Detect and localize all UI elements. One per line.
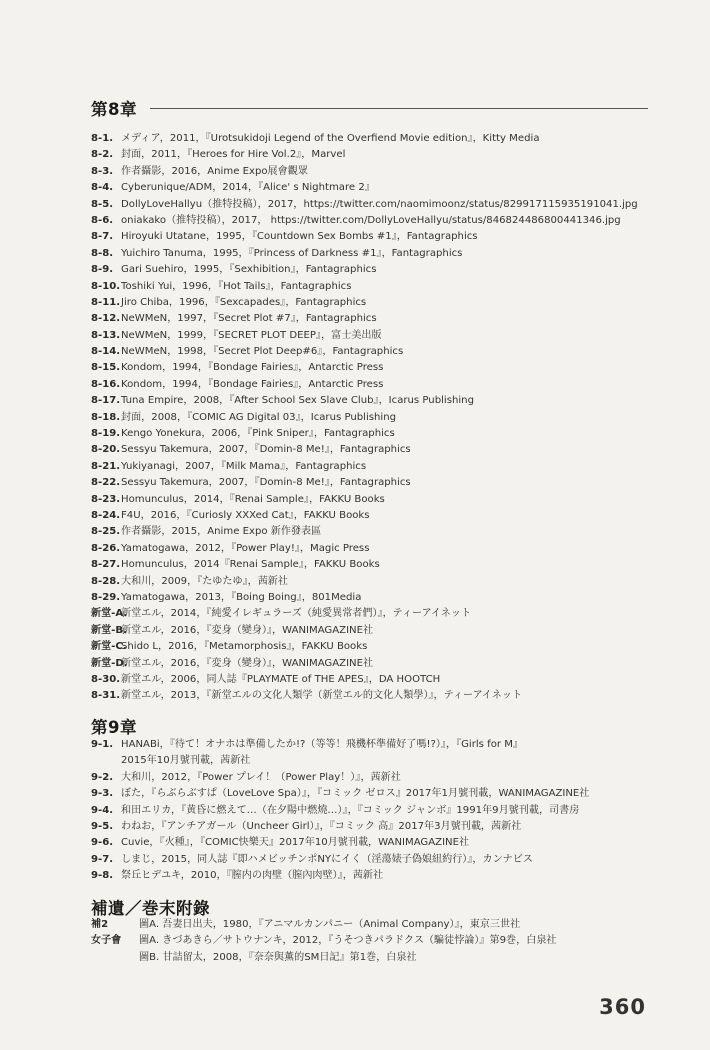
list-item <box>91 656 691 672</box>
entry-text: NeWMeN，1998，『Secret Plot Deep#6』，Fantagraphics <box>121 346 404 358</box>
list-item <box>91 688 691 704</box>
list-item <box>91 950 691 966</box>
entry-text: Tuna Empire，2008，『After School Sex Slave Club』，Icarus Publishing <box>121 395 474 407</box>
list-item <box>91 770 691 786</box>
entry-number: 8-21. <box>91 460 121 472</box>
entry-number: 9-4. <box>91 804 114 816</box>
entry-text: Shido L，2016，『Metamorphosis』，FAKKU Books <box>121 641 368 653</box>
chapter-8-rule <box>150 108 648 109</box>
list-item <box>91 672 691 688</box>
entry-text: 作者攝影，2015，Anime Expo 新作發表區 <box>121 526 322 538</box>
entry-number: 8-23. <box>91 493 121 505</box>
entry-number: 8-24. <box>91 509 121 521</box>
list-item <box>91 475 691 491</box>
list-item <box>91 459 691 475</box>
entry-text: 新堂エル，2006，同人誌『PLAYMATE of THE APES』，DA HOOTCH <box>121 673 441 685</box>
entry-number: 新堂-A. <box>91 608 128 620</box>
entry-text: 封面，2008，『COMIC AG Digital 03』，Icarus Publishing <box>121 411 397 423</box>
entry-number: 8-11. <box>91 296 121 308</box>
entry-text: メディア，2011，『Urotsukidoji Legend of the Overfiend Movie edition』，Kitty Media <box>121 133 540 144</box>
entry-number: 8-31. <box>91 690 121 702</box>
entry-text: NeWMeN，1999，『SECRET PLOT DEEP』，富士美出版 <box>121 329 382 341</box>
entry-text: Homunculus，2014『Renai Sample』，FAKKU Books <box>121 559 380 571</box>
entry-text: F4U，2016，『Curiosly XXXed Cat』，FAKKU Books <box>121 509 370 521</box>
entry-number: 9-2. <box>91 771 114 783</box>
entry-text: Yuichiro Tanuma，1995，『Princess of Darkness #1』，Fantagraphics <box>121 247 463 259</box>
list-item <box>91 492 691 508</box>
list-item <box>91 819 691 835</box>
entry-text: Yamatogawa，2013，『Boing Boing』，801Media <box>121 591 362 603</box>
entry-text: Sessyu Takemura，2007，『Domin-8 Me!』，Fantagraphics <box>121 477 411 489</box>
entry-number: 新堂-B. <box>91 624 127 636</box>
list-item <box>91 393 691 409</box>
list-item <box>91 574 691 590</box>
entry-number: 9-5. <box>91 820 114 832</box>
entry-number: 8-15. <box>91 362 121 374</box>
chapter-8-list <box>91 131 691 705</box>
list-item <box>91 557 691 573</box>
entry-number: 補2 <box>91 919 109 930</box>
chapter-9-heading: 第9章 <box>91 718 137 737</box>
list-item <box>91 279 691 295</box>
entry-number: 8-1. <box>91 133 114 144</box>
list-item <box>91 229 691 245</box>
list-item <box>91 786 691 802</box>
entry-text: Kengo Yonekura，2006，『Pink Sniper』，Fantagraphics <box>121 428 395 440</box>
appendix-list <box>91 917 691 966</box>
entry-text: ぼた，『らぶらぶすぱ（LoveLove Spa）』，『コミック ゼロス』2017年1月號刊載，WANIMAGAZINE社 <box>121 788 590 800</box>
entry-text: 祭丘ヒデユキ，2010，『膣内の肉壁（膣內肉壁）』，茜新社 <box>121 870 384 882</box>
entry-text: 圖A. 吾妻日出夫，1980，『アニマルカンパニー（Animal Company）』，東京三世社 <box>139 919 521 930</box>
list-item <box>91 917 691 933</box>
chapter-9-list <box>91 737 691 885</box>
entry-number: 8-30. <box>91 673 121 685</box>
entry-text: Toshiki Yui，1996，『Hot Tails』，Fantagraphics <box>121 280 352 292</box>
entry-number: 8-26. <box>91 542 121 554</box>
entry-number: 女子會 <box>91 935 122 947</box>
entry-number: 9-6. <box>91 837 114 849</box>
entry-text: わねお，『アンチアガール（Uncheer Girl）』，『コミック 高』2017年3月號刊載，茜新社 <box>121 820 522 832</box>
entry-text: しまじ，2015，同人誌『即ハメビッチンポNYにイく（淫蕩婊子偽娘紐約行）』，カンナビス <box>121 853 533 865</box>
entry-number: 8-17. <box>91 395 121 407</box>
entry-text: Kondom，1994，『Bondage Fairies』，Antarctic Press <box>121 362 384 374</box>
entry-number: 8-12. <box>91 313 121 325</box>
entry-number: 8-10. <box>91 280 121 292</box>
list-item <box>91 262 691 278</box>
entry-number: 新堂-C. <box>91 641 127 653</box>
list-item <box>91 328 691 344</box>
list-item <box>91 377 691 393</box>
entry-number: 8-27. <box>91 559 121 571</box>
entry-text: 封面，2011，『Heroes for Hire Vol.2』，Marvel <box>121 149 346 161</box>
entry-number: 8-9. <box>91 264 114 276</box>
entry-text: 大和川，2009，『たゆたゆ』，茜新社 <box>121 575 288 587</box>
list-item <box>91 835 691 851</box>
list-item <box>91 213 691 229</box>
appendix-heading: 補遺／巻末附錄 <box>91 899 210 918</box>
entry-text: Homunculus，2014，『Renai Sample』，FAKKU Books <box>121 493 385 505</box>
entry-number: 8-14. <box>91 346 121 358</box>
entry-text: oniakako（推特投稿），2017， https://twitter.com/DollyLoveHallyu/status/846824486800441346.jpg <box>121 214 621 226</box>
list-item <box>91 147 691 163</box>
list-item <box>91 410 691 426</box>
entry-text: 新堂エル，2014，『純愛イレギュラーズ（純愛異常者們）』，ティーアイネット <box>121 608 472 620</box>
list-item <box>91 606 691 622</box>
list-item <box>91 360 691 376</box>
list-item <box>91 131 691 147</box>
entry-number: 9-3. <box>91 788 114 800</box>
list-item <box>91 639 691 655</box>
entry-text: NeWMeN，1997，『Secret Plot #7』，Fantagraphics <box>121 313 377 325</box>
entry-text: Hiroyuki Utatane，1995，『Countdown Sex Bombs #1』，Fantagraphics <box>121 231 478 243</box>
entry-number: 8-4. <box>91 182 114 194</box>
entry-number: 8-29. <box>91 591 121 603</box>
list-item <box>91 803 691 819</box>
entry-number: 8-6. <box>91 214 114 226</box>
entry-number: 8-5. <box>91 198 114 210</box>
list-item <box>91 344 691 360</box>
entry-number: 8-19. <box>91 428 121 440</box>
list-item <box>91 623 691 639</box>
entry-text: 新堂エル，2013，『新堂エルの文化人類学（新堂エル的文化人類學）』，ティーアイネット <box>121 690 523 702</box>
entry-text: 圖A. きづあきら／サトウナンキ，2012，『うそつきパラドクス（騙徒悖論）』第9巻，白泉社 <box>139 935 557 947</box>
entry-number: 8-25. <box>91 526 121 538</box>
entry-number: 8-7. <box>91 231 114 243</box>
entry-number: 8-2. <box>91 149 114 161</box>
list-item <box>91 442 691 458</box>
list-item <box>91 933 691 949</box>
entry-text: Kondom，1994，『Bondage Fairies』，Antarctic Press <box>121 378 384 390</box>
list-item <box>91 541 691 557</box>
list-item <box>91 295 691 311</box>
entry-text: 大和川，2012，『Power プレイ！（Power Play！）』，茜新社 <box>121 771 401 783</box>
list-item <box>91 246 691 262</box>
entry-text: 新堂エル，2016，『変身（變身）』，WANIMAGAZINE社 <box>121 657 374 669</box>
entry-text: Gari Suehiro，1995，『Sexhibition』，Fantagraphics <box>121 264 377 276</box>
entry-number: 8-18. <box>91 411 121 423</box>
entry-number: 9-7. <box>91 853 114 865</box>
entry-text: Yamatogawa，2012，『Power Play!』，Magic Press <box>121 542 370 554</box>
list-item <box>91 524 691 540</box>
entry-text: 和田エリカ，『黄昏に燃えて…（在夕陽中燃燒…）』，『コミック ジャンボ』1991年9月號刊載，司書房 <box>121 804 580 816</box>
list-item <box>91 753 691 769</box>
entry-text: HANABi，『待て！オナホは準備したか!?（等等！飛機杯準備好了嗎!?）』，『Girls for M』 <box>121 739 524 750</box>
entry-number: 9-8. <box>91 870 114 882</box>
entry-number: 新堂-D. <box>91 657 128 669</box>
entry-number: 8-13. <box>91 329 121 341</box>
entry-text: 圖B. 甘詰留太，2008，『奈奈與薫的SM日記』第1巻，白泉社 <box>139 951 417 963</box>
list-item <box>91 197 691 213</box>
entry-text: 新堂エル，2016，『変身（變身）』，WANIMAGAZINE社 <box>121 624 374 636</box>
entry-number: 8-20. <box>91 444 121 456</box>
chapter-8-heading: 第8章 <box>91 100 137 119</box>
list-item <box>91 737 691 753</box>
entry-text: Cuvie，『火種』，『COMIC快樂天』2017年10月號刊載，WANIMAGAZINE社 <box>121 837 470 849</box>
entry-number: 8-8. <box>91 247 114 259</box>
entry-text: Jiro Chiba，1996，『Sexcapades』，Fantagraphics <box>121 296 367 308</box>
entry-text: Sessyu Takemura，2007，『Domin-8 Me!』，Fantagraphics <box>121 444 411 456</box>
entry-number: 8-16. <box>91 378 121 390</box>
entry-text: DollyLoveHallyu（推特投稿），2017，https://twitter.com/naomimoonz/status/829917115935191041.jpg <box>121 198 638 210</box>
list-item <box>91 590 691 606</box>
entry-text: 2015年10月號刊載，茜新社 <box>121 755 251 767</box>
entry-text: Cyberunique/ADM，2014，『Alice' s Nightmare 2』 <box>121 182 375 194</box>
list-item <box>91 868 691 884</box>
entry-text: Yukiyanagi，2007，『Milk Mama』，Fantagraphics <box>121 460 367 472</box>
list-item <box>91 852 691 868</box>
entry-number: 8-3. <box>91 165 114 177</box>
entry-number: 9-1. <box>91 739 114 750</box>
entry-number: 8-22. <box>91 477 121 489</box>
list-item <box>91 508 691 524</box>
list-item <box>91 180 691 196</box>
list-item <box>91 164 691 180</box>
list-item <box>91 311 691 327</box>
entry-text: 作者攝影，2016，Anime Expo展會觀眾 <box>121 165 308 177</box>
page-number: 360 <box>599 995 646 1019</box>
list-item <box>91 426 691 442</box>
entry-number: 8-28. <box>91 575 121 587</box>
